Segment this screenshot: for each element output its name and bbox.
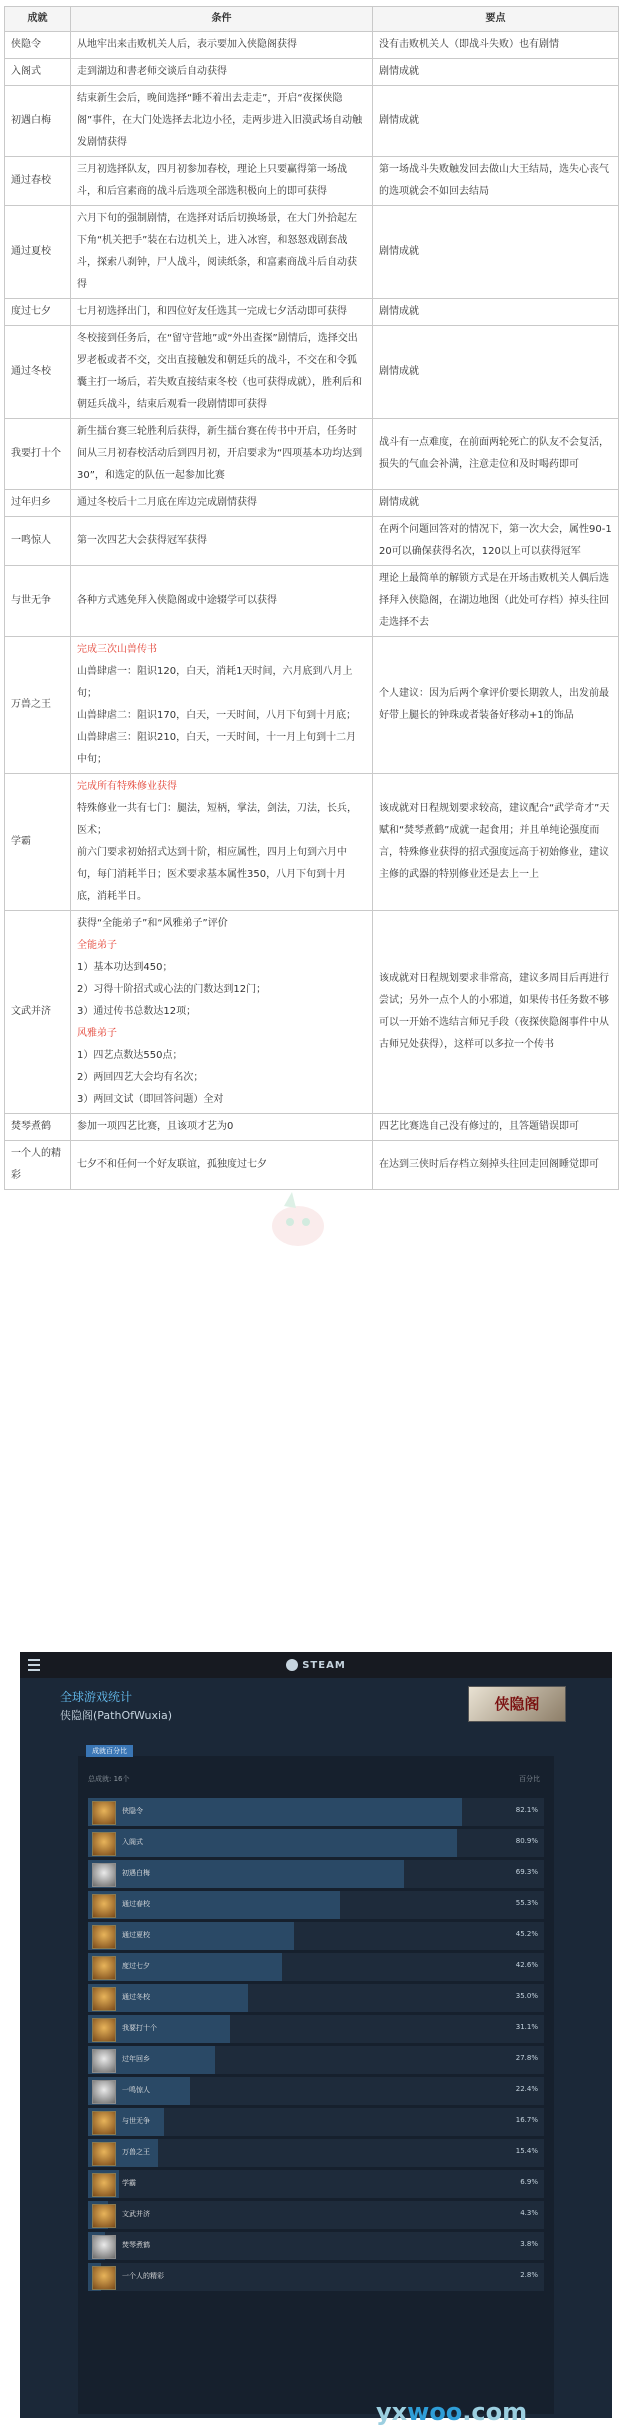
condition-line: 获得“全能弟子”和“风雅弟子”评价 [77,918,228,929]
tab-bar [78,1738,554,1756]
achievement-badge-icon [92,1863,116,1887]
achievement-condition [71,59,373,86]
stat-percent: 82.1% [515,1806,538,1814]
steam-brand: STEAM [302,1659,346,1671]
condition-line: 山兽肆虐一：阻识120，白天，消耗1天时间，六月底到八月上旬； [77,666,353,699]
table-row [5,157,619,206]
achievement-condition [71,299,373,326]
stat-percent: 16.7% [515,2116,538,2124]
stat-percent: 42.6% [515,1961,538,1969]
achievement-badge-icon [92,1987,116,2011]
achievement-tip: 该成就对日程规划要求较高，建议配合“武学奇才”天赋和“焚琴煮鹤”成就一起食用；并且单纯论强度而言，特殊修业获得的招式强度远高于初始修业，建议主修的武器的特别修业还是去上一上 [373,774,619,911]
achievement-badge-icon [92,2235,116,2259]
achievement-panel [78,1738,554,2414]
stat-percent: 80.9% [515,1837,538,1845]
condition-line: 山兽肆虐二：阻识170，白天，一天时间，八月下旬到十月底； [77,710,357,721]
achievement-tip: 剧情成就 [373,206,619,299]
achievement-name: 过年归乡 [5,490,71,517]
achievement-name: 通过春校 [5,157,71,206]
achievement-condition [71,637,373,774]
achievement-name: 通过夏校 [5,206,71,299]
achievement-stat-row [88,1891,544,1919]
condition-line: 三月初选择队友，四月初参加春校，理论上只要赢得第一场战斗，和后宫素商的战斗后选项全部选积极向上的即可获得 [77,164,347,197]
table-row [5,637,619,774]
game-name[interactable]: 侠隐阁(PathOfWuxia) [60,1709,173,1722]
achievement-condition [71,419,373,490]
stat-achievement-name: 我要打十个 [122,2024,157,2032]
table-row [5,566,619,637]
achievement-tip: 理论上最简单的解锁方式是在开场击败机关人偶后选择拜入侠隐阁，在湖边地图（此处可存档）掉头往回走选择不去 [373,566,619,637]
table-row [5,774,619,911]
stat-percent: 2.8% [520,2271,538,2279]
achievement-condition [71,157,373,206]
condition-line: 前六门要求初始招式达到十阶，相应属性，四月上旬到六月中旬，每门消耗半日；医术要求基本属性350，八月下旬到十月底，消耗半日。 [77,847,347,902]
table-row [5,419,619,490]
achievement-name: 一鸣惊人 [5,517,71,566]
percent-bar [88,1798,462,1826]
stat-achievement-name: 万兽之王 [122,2148,150,2156]
stat-achievement-name: 一鸣惊人 [122,2086,150,2094]
steam-logo[interactable] [286,1659,346,1671]
stat-achievement-name: 通过春校 [122,1900,150,1908]
achievement-stat-row [88,2201,544,2229]
condition-line: 走到湖边和書老师交谈后自动获得 [77,66,227,77]
stat-percent: 22.4% [515,2085,538,2093]
table-row [5,59,619,86]
achievement-badge-icon [92,2111,116,2135]
stat-achievement-name: 学霸 [122,2179,136,2187]
achievement-stat-row [88,2232,544,2260]
achievement-name: 一个人的精彩 [5,1141,71,1190]
achievement-name: 侠隐令 [5,32,71,59]
table-row [5,911,619,1114]
achievement-stat-row [88,2108,544,2136]
percent-label: 百分比 [519,1775,540,1783]
tab-achievement-percent[interactable]: 成就百分比 [86,1745,133,1757]
stat-achievement-name: 焚琴煮鹤 [122,2241,150,2249]
achievement-stat-row [88,2139,544,2167]
stat-achievement-name: 与世无争 [122,2117,150,2125]
achievement-name: 与世无争 [5,566,71,637]
stat-percent: 45.2% [515,1930,538,1938]
condition-line: 2）两回四艺大会均有名次； [77,1072,204,1083]
achievement-badge-icon [92,1894,116,1918]
achievement-condition [71,774,373,911]
achievement-stat-row [88,1984,544,2012]
achievement-badge-icon [92,2142,116,2166]
achievement-condition [71,911,373,1114]
condition-line: 特殊修业一共有七门：腿法，短柄，掌法，剑法，刀法，长兵，医术； [77,803,357,836]
achievement-badge-icon [92,1832,116,1856]
condition-line: 风雅弟子 [77,1028,117,1039]
stat-percent: 6.9% [520,2178,538,2186]
achievement-tip: 剧情成就 [373,299,619,326]
achievement-stat-row [88,1953,544,1981]
stat-percent: 4.3% [520,2209,538,2217]
achievement-name: 文武并济 [5,911,71,1114]
condition-line: 冬校接到任务后，在“留守营地”或“外出查探”剧情后，选择交出罗老板或者不交，交出直接触发和朝廷兵的战斗，不交在和令狐囊主打一场后，若失败直接结束冬校（也可获得成就），胜利后和朝廷兵战斗，结束后观看一段剧情即可获得 [77,333,362,410]
percent-bar [88,1953,282,1981]
achievement-stat-row [88,2077,544,2105]
table-row [5,206,619,299]
condition-line: 3）通过传书总数达12项； [77,1006,197,1017]
condition-line: 七月初选择出门，和四位好友任选其一完成七夕活动即可获得 [77,306,347,317]
achievement-tip: 剧情成就 [373,490,619,517]
condition-line: 结束新生会后，晚间选择“睡不着出去走走”，开启“夜探侠隐阁”事件，在大门处选择去北边小径，走两步进入旧漠武场自动触发剧情获得 [77,93,363,148]
achievement-stat-row [88,1829,544,1857]
stat-achievement-name: 过年回乡 [122,2055,150,2063]
achievement-name: 入阁式 [5,59,71,86]
menu-icon[interactable] [28,1659,40,1674]
table-row [5,490,619,517]
header-achievement: 成就 [5,7,71,32]
achievement-tip: 在达到三侠时后存档立刻掉头往回走回阁睡觉即可 [373,1141,619,1190]
table-row [5,299,619,326]
stat-percent: 15.4% [515,2147,538,2155]
achievement-condition [71,1141,373,1190]
achievement-tip: 四艺比赛选自己没有修过的，且答题错误即可 [373,1114,619,1141]
condition-line: 各种方式逃免拜入侠隐阁或中途辍学可以获得 [77,595,277,606]
achievement-tip: 个人建议：因为后两个拿评价要长期敦人，出发前最好带上腿长的钟珠或者装备好移动+1的饰品 [373,637,619,774]
table-header-row [5,7,619,32]
table-row [5,32,619,59]
column-header [88,1774,544,1794]
condition-line: 六月下旬的强制剧情，在选择对话后切换场景，在大门外拾起左下角“机关把手”装在右边机关上，进入冰窖，和怒怒戏剧套战斗，探索八刹钟，尸人战斗，阅读纸条，和富素商战斗后自动获得 [77,213,357,290]
stat-achievement-name: 入阁式 [122,1838,143,1846]
achievement-name: 初遇白梅 [5,86,71,157]
achievement-stat-row [88,1798,544,1826]
achievement-tip: 第一场战斗失败触发回去做山大王结局，选失心丧气的选项就会不如回去结局 [373,157,619,206]
achievement-badge-icon [92,2018,116,2042]
achievement-stat-row [88,1860,544,1888]
achievement-condition [71,566,373,637]
stat-percent: 69.3% [515,1868,538,1876]
achievement-badge-icon [92,2080,116,2104]
condition-line: 新生擂台赛三轮胜利后获得，新生擂台赛在传书中开启，任务时间从三月初春校活动后到四月初，开启要求为“四项基本功均达到30”，和选定的队伍一起参加比赛 [77,426,363,481]
achievement-condition [71,206,373,299]
condition-line: 全能弟子 [77,940,117,951]
stat-percent: 35.0% [515,1992,538,2000]
stat-percent: 31.1% [515,2023,538,2031]
achievement-name: 我要打十个 [5,419,71,490]
stat-achievement-name: 初遇白梅 [122,1869,150,1877]
condition-line: 2）习得十阶招式或心法的门数达到12门； [77,984,267,995]
condition-line: 1）四艺点数达550点； [77,1050,183,1061]
achievement-list [88,1798,544,2294]
percent-bar [88,1922,294,1950]
achievement-badge-icon [92,2173,116,2197]
stat-percent: 27.8% [515,2054,538,2062]
achievement-condition [71,326,373,419]
achievement-name: 度过七夕 [5,299,71,326]
achievement-condition [71,490,373,517]
achievement-condition [71,86,373,157]
stat-achievement-name: 度过七夕 [122,1962,150,1970]
achievement-name: 学霸 [5,774,71,911]
achievement-name: 万兽之王 [5,637,71,774]
game-logo: 侠隐阁 [468,1686,566,1722]
achievement-name: 焚琴煮鹤 [5,1114,71,1141]
achievement-stat-row [88,1922,544,1950]
condition-line: 山兽肆虐三：阻识210，白天，一天时间，十一月上旬到十二月中旬； [77,732,357,765]
achievement-condition [71,1114,373,1141]
stats-header [60,1688,572,1728]
achievement-badge-icon [92,1925,116,1949]
achievement-tip: 该成就对日程规划要求非常高，建议多周目后再进行尝试；另外一点个人的小邪道，如果传书任务数不够可以一开始不选结言师兄手段（夜探侠隐阁事件中从古师兄处获得），这样可以多拉一个传书 [373,911,619,1114]
stat-achievement-name: 通过冬校 [122,1993,150,2001]
achievement-table [4,6,619,1190]
achievement-stat-row [88,2170,544,2198]
condition-line: 完成三次山兽传书 [77,644,157,655]
percent-bar [88,1829,457,1857]
stat-achievement-name: 文武并济 [122,2210,150,2218]
achievement-condition [71,517,373,566]
steam-topbar [20,1652,612,1678]
achievement-tip: 剧情成就 [373,59,619,86]
table-row [5,1141,619,1190]
achievement-tip: 剧情成就 [373,86,619,157]
stat-percent: 3.8% [520,2240,538,2248]
table-row [5,517,619,566]
achievement-stat-row [88,2046,544,2074]
achievement-tip: 剧情成就 [373,326,619,419]
table-row [5,1114,619,1141]
condition-line: 完成所有特殊修业获得 [77,781,177,792]
achievement-tip: 战斗有一点难度，在前面两轮死亡的队友不会复活，损失的气血会补满，注意走位和及时喝药即可 [373,419,619,490]
achievement-stat-row [88,2263,544,2291]
site-watermark: yxwoo.com [376,2398,528,2426]
steam-icon [286,1659,298,1671]
mascot-watermark-icon [262,1188,334,1252]
stat-achievement-name: 通过夏校 [122,1931,150,1939]
achievement-badge-icon [92,2204,116,2228]
table-row [5,326,619,419]
total-label: 总成就: 16个 [88,1775,130,1783]
achievement-badge-icon [92,1801,116,1825]
condition-line: 从地牢出来击败机关人后，表示要加入侠隐阁获得 [77,39,297,50]
condition-line: 通过冬校后十二月底在库边完成剧情获得 [77,497,257,508]
achievement-badge-icon [92,2266,116,2290]
condition-line: 参加一项四艺比赛，且该项才艺为0 [77,1121,234,1132]
header-condition: 条件 [71,7,373,32]
condition-line: 第一次四艺大会获得冠军获得 [77,535,207,546]
stat-achievement-name: 一个人的精彩 [122,2272,164,2280]
condition-line: 1）基本功达到450； [77,962,173,973]
steam-stats-screenshot [20,1652,612,2418]
header-tip: 要点 [373,7,619,32]
condition-line: 七夕不和任何一个好友联谊，孤独度过七夕 [77,1159,267,1170]
table-row [5,86,619,157]
achievement-condition [71,32,373,59]
achievement-name: 通过冬校 [5,326,71,419]
stat-achievement-name: 侠隐令 [122,1807,143,1815]
achievement-stat-row [88,2015,544,2043]
stats-title: 全球游戏统计 [60,1690,133,1704]
stat-percent: 55.3% [515,1899,538,1907]
achievement-badge-icon [92,2049,116,2073]
achievement-tip: 没有击败机关人（即战斗失败）也有剧情 [373,32,619,59]
achievement-badge-icon [92,1956,116,1980]
achievement-tip: 在两个问题回答对的情况下，第一次大会，属性90-120可以确保获得名次，120以上可以获得冠军 [373,517,619,566]
condition-line: 3）两回文试（即回答问题）全对 [77,1094,224,1105]
